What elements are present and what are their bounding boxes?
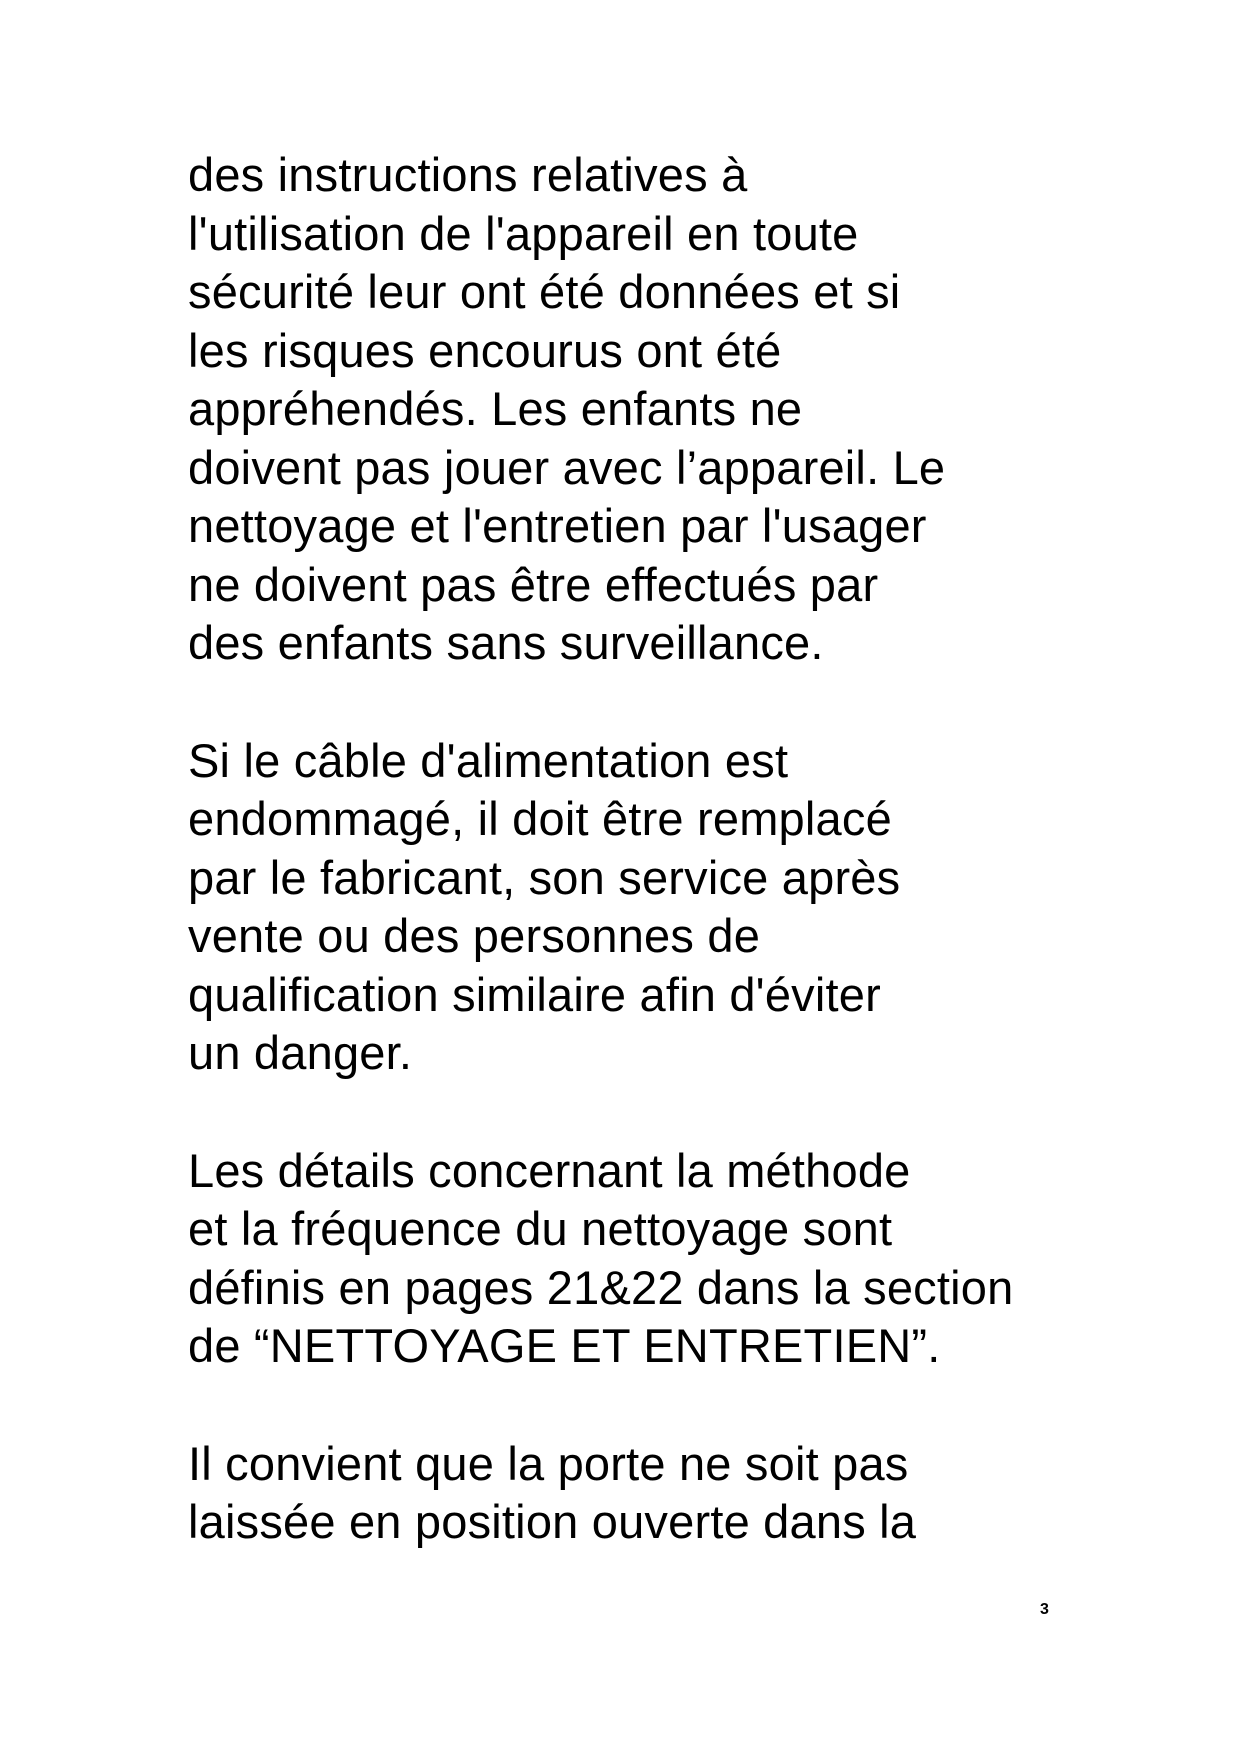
text-line: endommagé, il doit être remplacé xyxy=(188,792,892,845)
text-line: vente ou des personnes de xyxy=(188,909,761,962)
text-line: les risques encourus ont été xyxy=(188,323,782,377)
text-line: des instructions relatives à xyxy=(188,148,748,201)
text-line: l'utilisation de l'appareil en toute xyxy=(188,206,859,260)
text-line: de “NETTOYAGE ET ENTRETIEN”. xyxy=(188,1319,941,1372)
text-line: Les détails concernant la méthode xyxy=(188,1143,911,1197)
text-line: sécurité leur ont été données et si xyxy=(188,265,901,318)
text-line: et la fréquence du nettoyage sont xyxy=(188,1202,893,1255)
text-line: Il convient que la porte ne soit pas xyxy=(188,1436,909,1490)
text-line: un danger. xyxy=(188,1026,413,1079)
text-line: nettoyage et l'entretien par l'usager xyxy=(188,499,927,552)
paragraph-power-cable xyxy=(188,732,1148,1083)
paragraph-safety-instructions xyxy=(188,146,1148,673)
text-line: définis en pages 21&22 dans la section xyxy=(188,1260,1014,1314)
text-line: appréhendés. Les enfants ne xyxy=(188,382,803,435)
text-line: laissée en position ouverte dans la xyxy=(188,1495,917,1548)
page-body xyxy=(188,146,1148,1611)
paragraph-cleaning-details xyxy=(188,1142,1148,1376)
text-line: doivent pas jouer avec l’appareil. Le xyxy=(188,440,946,494)
text-line: Si le câble d'alimentation est xyxy=(188,733,789,787)
paragraph-door-position xyxy=(188,1435,1148,1552)
text-line: par le fabricant, son service après xyxy=(188,850,901,904)
page-number: 3 xyxy=(1040,1601,1049,1618)
text-line: qualification similaire afin d'éviter xyxy=(188,967,881,1021)
text-line: des enfants sans surveillance. xyxy=(188,616,824,669)
text-line: ne doivent pas être effectués par xyxy=(188,557,879,611)
